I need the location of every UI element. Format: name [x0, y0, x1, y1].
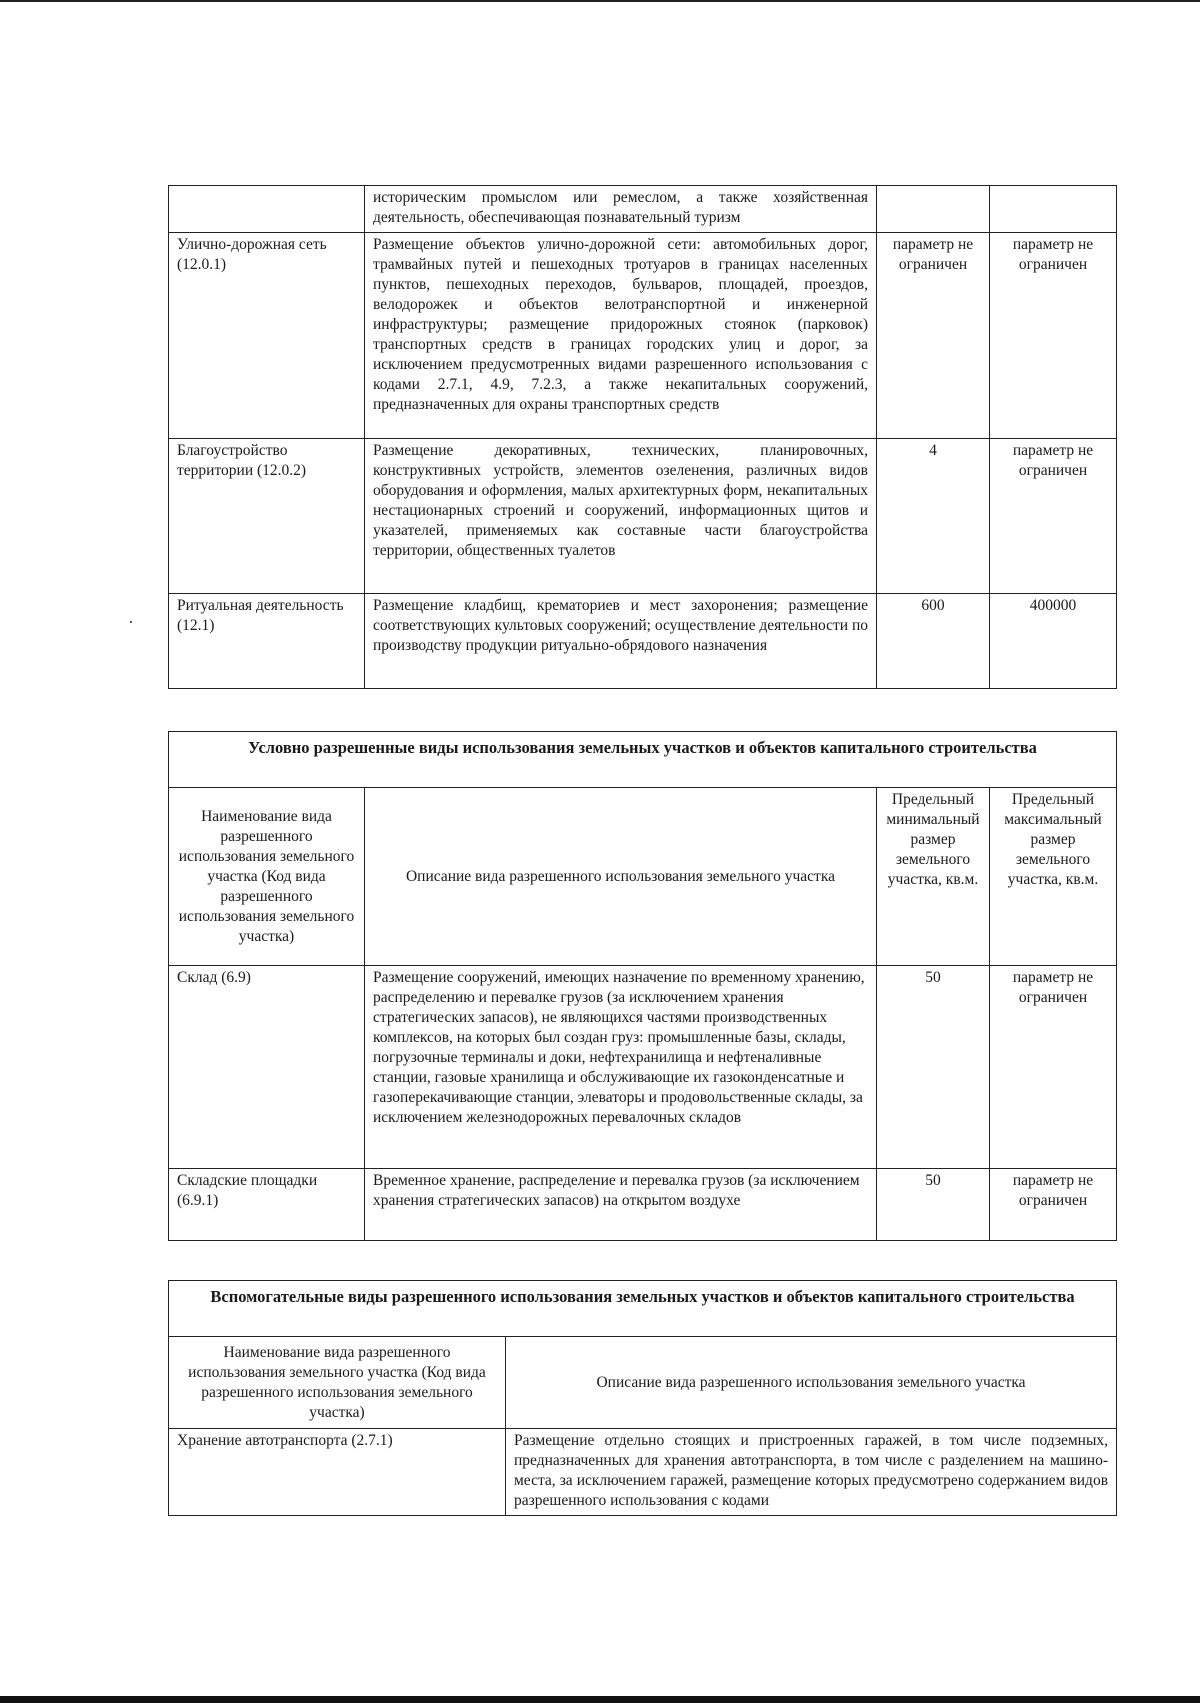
table-row	[169, 966, 1117, 1169]
table-row	[169, 1429, 1117, 1516]
table-title-row	[169, 1281, 1117, 1337]
table-title: Условно разрешенные виды использования земельных участков и объектов капитального строительства	[169, 732, 1117, 788]
min-size: 600	[877, 594, 990, 689]
header-name: Наименование вида разрешенного использования земельного участка (Код вида разрешенного использования земельного участка)	[169, 788, 365, 966]
use-name: Благоустройство территории (12.0.2)	[169, 439, 365, 594]
use-description: Размещение кладбищ, крематориев и мест захоронения; размещение соответствующих культовых сооружений; осуществление деятельности по производству продукции ритуально-обрядового назначения	[365, 594, 877, 689]
min-size: 4	[877, 439, 990, 594]
auxiliary-uses-table	[168, 1280, 1117, 1516]
max-size: параметр не ограничен	[990, 233, 1117, 439]
use-description: Временное хранение, распределение и перевалка грузов (за исключением хранения стратегических запасов) на открытом воздухе	[365, 1169, 877, 1241]
table-row	[169, 1169, 1117, 1241]
min-size: 50	[877, 966, 990, 1169]
table-row	[169, 186, 1117, 233]
header-name: Наименование вида разрешенного использования земельного участка (Код вида разрешенного использования земельного участка)	[169, 1337, 506, 1429]
table-header-row	[169, 1337, 1117, 1429]
table-row	[169, 439, 1117, 594]
table-row	[169, 233, 1117, 439]
max-size: 400000	[990, 594, 1117, 689]
use-description: Размещение объектов улично-дорожной сети: автомобильных дорог, трамвайных путей и пешеходных тротуаров в границах населенных пунктов, пешеходных переходов, бульваров, площадей, проездов, велодорожек и объектов велотранспортной и инженерной инфраструктуры; размещение придорожных стоянок (парковок) транспортных средств в границах городских улиц и дорог, за исключением предусмотренных видами разрешенного использования с кодами 2.7.1, 4.9, 7.2.3, а также некапитальных сооружений, предназначенных для охраны транспортных средств	[365, 233, 877, 439]
use-description: историческим промыслом или ремеслом, а также хозяйственная деятельность, обеспечивающая познавательный туризм	[365, 186, 877, 233]
use-name: Улично-дорожная сеть (12.0.1)	[169, 233, 365, 439]
table-header-row	[169, 788, 1117, 966]
table-title: Вспомогательные виды разрешенного использования земельных участков и объектов капитального строительства	[169, 1281, 1117, 1337]
min-size: параметр не ограничен	[877, 233, 990, 439]
header-max-size: Предельный максимальный размер земельного участка, кв.м.	[990, 788, 1117, 966]
use-name: Склад (6.9)	[169, 966, 365, 1169]
page-top-border	[0, 0, 1200, 2]
use-description: Размещение отдельно стоящих и пристроенных гаражей, в том числе подземных, предназначенных для хранения автотранспорта, в том числе с разделением на машино-места, за исключением гаражей, размещение которых предусмотрено содержанием видов разрешенного использования с кодами	[506, 1429, 1117, 1516]
max-size	[990, 186, 1117, 233]
min-size	[877, 186, 990, 233]
page-bottom-border	[0, 1696, 1200, 1703]
table-row	[169, 594, 1117, 689]
permitted-uses-table	[168, 185, 1117, 689]
use-name: Складские площадки (6.9.1)	[169, 1169, 365, 1241]
use-description: Размещение сооружений, имеющих назначение по временному хранению, распределению и перевалке грузов (за исключением хранения стратегических запасов), не являющихся частями производственных комплексов, на которых был создан груз: промышленные базы, склады, погрузочные терминалы и доки, нефтехранилища и нефтеналивные станции, газовые хранилища и обслуживающие их газоконденсатные и газоперекачивающие станции, элеваторы и продовольственные склады, за исключением железнодорожных перевалочных складов	[365, 966, 877, 1169]
scan-speck	[130, 621, 132, 623]
min-size: 50	[877, 1169, 990, 1241]
header-description: Описание вида разрешенного использования земельного участка	[365, 788, 877, 966]
use-name	[169, 186, 365, 233]
conditional-uses-table	[168, 731, 1117, 1241]
max-size: параметр не ограничен	[990, 966, 1117, 1169]
max-size: параметр не ограничен	[990, 1169, 1117, 1241]
use-name: Хранение автотранспорта (2.7.1)	[169, 1429, 506, 1516]
use-name: Ритуальная деятельность (12.1)	[169, 594, 365, 689]
header-min-size: Предельный минимальный размер земельного участка, кв.м.	[877, 788, 990, 966]
table-title-row	[169, 732, 1117, 788]
header-description: Описание вида разрешенного использования земельного участка	[506, 1337, 1117, 1429]
use-description: Размещение декоративных, технических, планировочных, конструктивных устройств, элементов озеленения, различных видов оборудования и оформления, малых архитектурных форм, некапитальных нестационарных строений и сооружений, информационных щитов и указателей, применяемых как составные части благоустройства территории, общественных туалетов	[365, 439, 877, 594]
max-size: параметр не ограничен	[990, 439, 1117, 594]
